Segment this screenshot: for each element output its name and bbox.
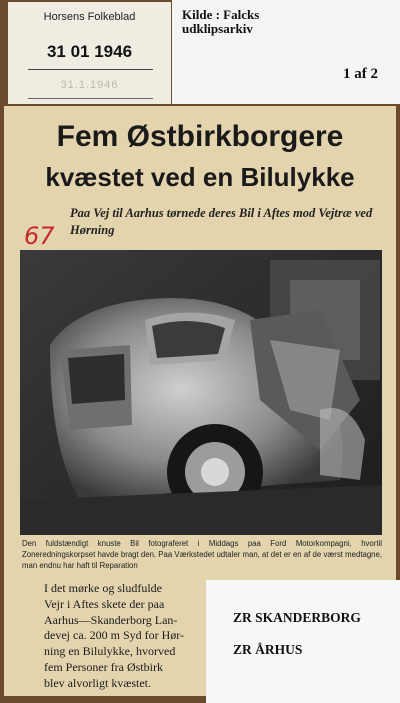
- newspaper-name: Horsens Folkeblad: [43, 11, 136, 23]
- body-line: I det mørke og sludfulde: [44, 581, 162, 595]
- source-text: Kilde : Falcks udklipsarkiv: [182, 7, 260, 36]
- article-body: [44, 581, 222, 692]
- crashed-car-photo: [20, 250, 382, 535]
- zone-label: [206, 580, 400, 703]
- body-line: fem Personer fra Østbirk: [44, 659, 163, 674]
- zone-skanderborg: ZR SKANDERBORG: [233, 610, 361, 625]
- body-line: Vejr i Aftes skete der paa: [44, 596, 165, 611]
- body-line: devej ca. 200 m Syd for Hør-: [44, 628, 185, 643]
- body-line: blev alvorligt kvæstet.: [44, 675, 151, 690]
- header-rule-bottom: [28, 98, 153, 99]
- date-stamp: 31.1.1946: [60, 79, 119, 91]
- subheadline: Paa Vej til Aarhus tørnede deres Bil i Aftes mod Vejtræ ved Hørning: [70, 206, 373, 237]
- body-line: ning en Bilulykke, hvorved: [44, 644, 176, 659]
- publication-date: 31 01 1946: [46, 42, 133, 61]
- headline-line-2: kvæstet ved en Bilulykke: [45, 162, 355, 192]
- page-number: 1 af 2: [343, 66, 378, 82]
- photo-caption: Den fuldstændigt knuste Bil fotograferet i Middags paa Ford Motorkompagni, hvortil Zoneredningskorpset havde bragt den. Paa Værkstedet udtaler man, at det er en af de værst medtagne, man endnu har haft til Reparation: [22, 539, 382, 570]
- newspaper-header-slip: [8, 2, 171, 104]
- body-line: Aarhus—Skanderborg Lan-: [44, 612, 178, 627]
- headline-line-1: Fem Østbirkborgere: [56, 120, 344, 153]
- handwritten-note: 67: [24, 222, 55, 250]
- header-rule-top: [28, 69, 153, 70]
- zone-aarhus: ZR ÅRHUS: [233, 642, 303, 657]
- source-label: [172, 0, 400, 104]
